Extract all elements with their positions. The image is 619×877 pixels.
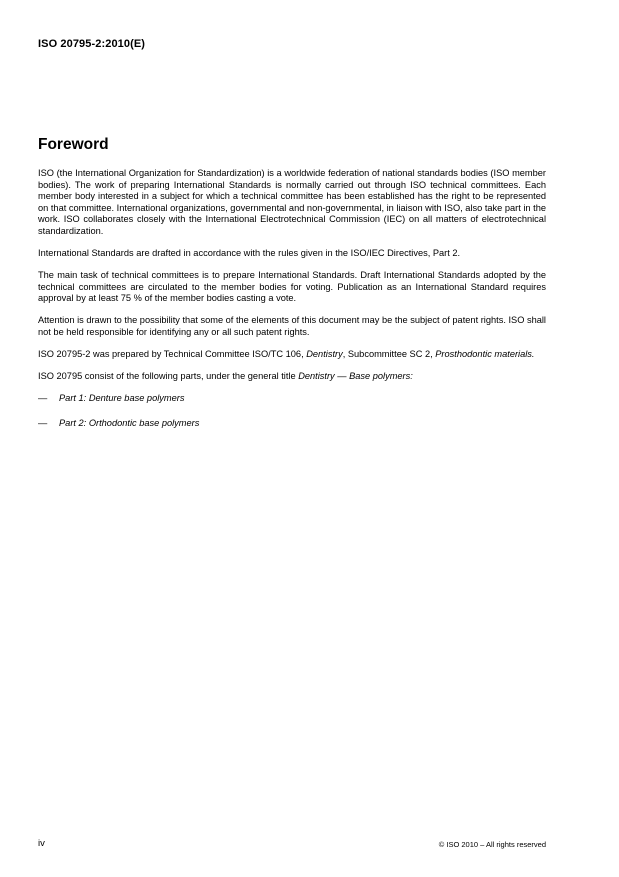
subcommittee-text: , Subcommittee SC 2,: [342, 348, 436, 359]
copyright-notice: © ISO 2010 – All rights reserved: [438, 840, 546, 849]
paragraph-iso-organization: ISO (the International Organization for Standardization) is a worldwide federation of national standards bodies (ISO member bodies). The work of preparing International Standards is normally carried out through ISO technical committees. Each member body interested in a subject for which a technical committee has been established has the right to be represented on that committee. International organizations, governmental and non-governmental, in liaison with ISO, also take part in the work. ISO collaborates closely with the International Electrotechnical Commission (IEC) on all matters of electrotechnical standardization.: [38, 168, 547, 236]
list-dash: —: [38, 417, 48, 428]
prepared-by-text: ISO 20795-2 was prepared by Technical Committee ISO/TC 106,: [38, 348, 307, 359]
committee-title: Dentistry: [306, 348, 343, 359]
general-title: Dentistry — Base polymers:: [298, 370, 413, 381]
foreword-body: [38, 168, 546, 443]
subcommittee-title: Prosthodontic materials.: [435, 348, 535, 359]
paragraph-directives: International Standards are drafted in accordance with the rules given in the ISO/IEC Directives, Part 2.: [38, 247, 461, 258]
part-label: Part 2: Orthodontic base polymers: [59, 417, 200, 428]
list-dash: —: [38, 392, 48, 403]
parts-intro-text: ISO 20795 consist of the following parts, under the general title: [38, 370, 299, 381]
list-item: [38, 393, 546, 405]
paragraph-parts-intro: [38, 371, 546, 383]
paragraph-patent-rights: Attention is drawn to the possibility that some of the elements of this document may be the subject of patent rights. ISO shall not be held responsible for identifying any or all such patent rights.: [38, 315, 546, 337]
document-identifier: ISO 20795-2:2010(E): [38, 38, 146, 50]
section-heading: Foreword: [38, 136, 109, 153]
parts-list: [38, 393, 546, 430]
paragraph-committee-task: The main task of technical committees is to prepare International Standards. Draft International Standards adopted by the technical committees are circulated to the member bodies for voting. Publication as an International Standard requires approval by at least 75 % of the member bodies casting a vote.: [38, 269, 546, 304]
list-item: [38, 418, 546, 430]
part-label: Part 1: Denture base polymers: [59, 392, 185, 403]
paragraph-prepared-by: [38, 349, 546, 361]
page-number: iv: [38, 838, 45, 849]
